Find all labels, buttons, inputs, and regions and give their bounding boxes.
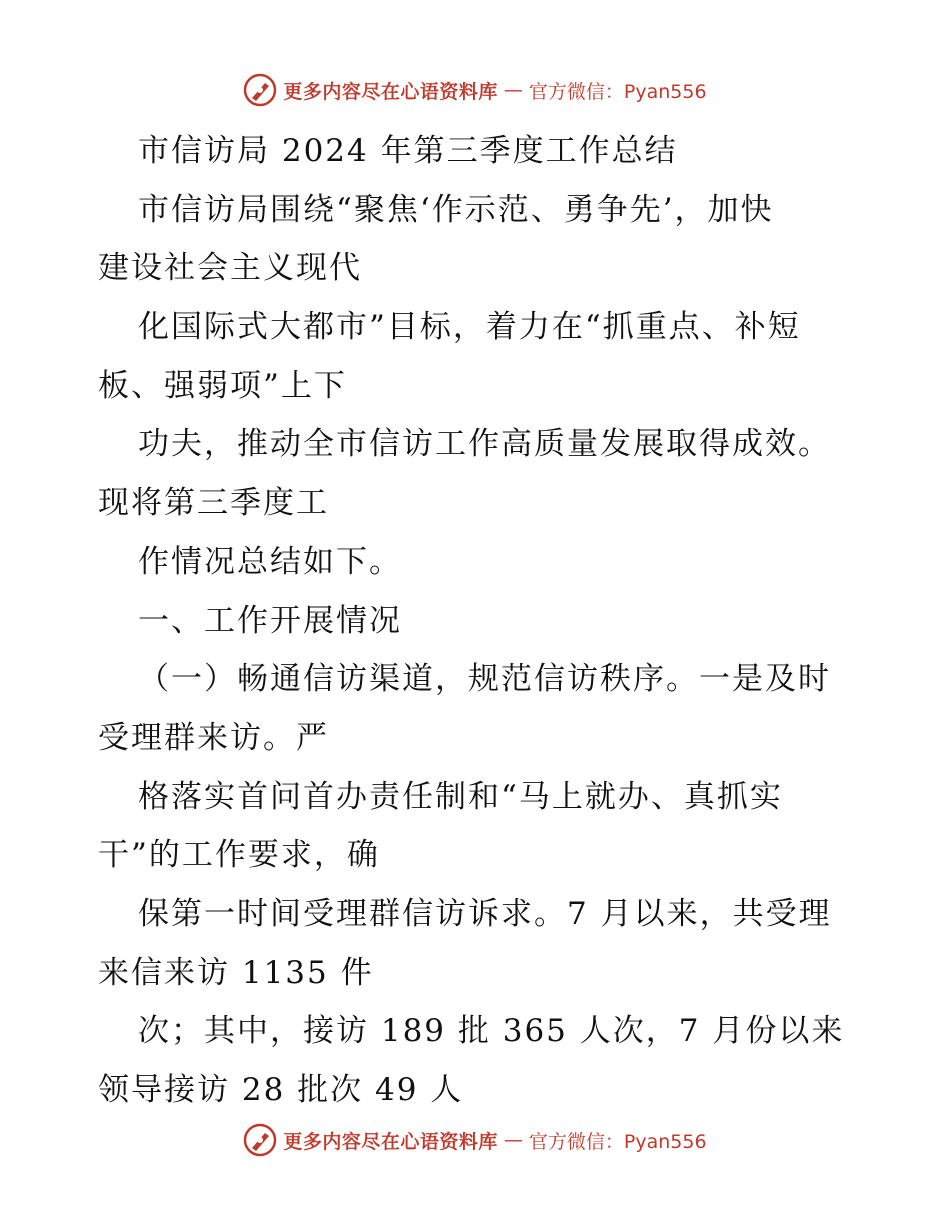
pen-circle-logo-icon bbox=[243, 1123, 277, 1157]
paragraph-line: 化国际式大都市”目标，着力在“抓重点、补短 bbox=[138, 309, 801, 346]
watermark-text: 更多内容尽在心语资料库 bbox=[283, 1130, 498, 1153]
paragraph-line: 领导接访 28 批次 49 人 bbox=[98, 1072, 464, 1108]
section-heading: 一、工作开展情况 bbox=[138, 602, 402, 639]
pen-circle-logo-icon bbox=[243, 73, 277, 107]
paragraph-line: 现将第三季度工 bbox=[98, 485, 329, 522]
paragraph-line: 受理群来访。严 bbox=[98, 719, 329, 756]
document-body bbox=[98, 122, 858, 1120]
header-watermark bbox=[0, 70, 950, 110]
paragraph-line: 来信来访 1135 件 bbox=[98, 954, 374, 991]
document-title: 市信访局 2024 年第三季度工作总结 bbox=[138, 133, 678, 169]
watermark-dash: — bbox=[503, 79, 523, 101]
footer-watermark bbox=[0, 1120, 950, 1160]
paragraph-line: 保第一时间受理群信访诉求。7 月以来，共受理 bbox=[138, 895, 832, 932]
paragraph-line: 板、强弱项”上下 bbox=[98, 367, 347, 404]
paragraph-line: 市信访局围绕“聚焦‘作示范、勇争先’，加快 bbox=[138, 191, 774, 228]
paragraph-line: 作情况总结如下。 bbox=[138, 543, 402, 580]
paragraph-line: 次；其中，接访 189 批 365 人次，7 月份以来 bbox=[138, 1013, 845, 1050]
watermark-dash: — bbox=[503, 1129, 523, 1151]
paragraph-line: 建设社会主义现代 bbox=[98, 250, 362, 287]
paragraph-line: 功夫，推动全市信访工作高质量发展取得成效。 bbox=[138, 426, 831, 463]
subsection-heading-line: （一）畅通信访渠道，规范信访秩序。一是及时 bbox=[138, 661, 831, 698]
watermark-text: 更多内容尽在心语资料库 bbox=[283, 80, 498, 103]
paragraph-line: 干”的工作要求，确 bbox=[98, 837, 380, 874]
watermark-suffix: 官方微信：Pyan556 bbox=[528, 80, 707, 103]
paragraph-line: 格落实首问首办责任制和“马上就办、真抓实 bbox=[138, 778, 783, 815]
watermark-suffix: 官方微信：Pyan556 bbox=[528, 1130, 707, 1153]
